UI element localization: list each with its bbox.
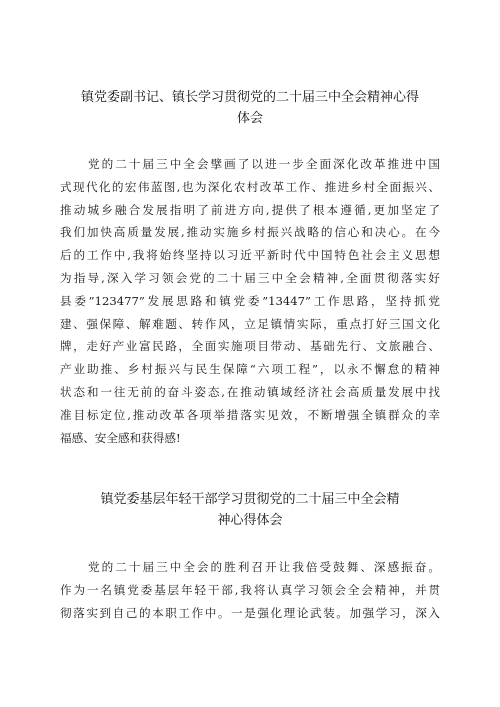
paragraph-line: 产业助推、乡村振兴与民生保障“六项工程”，以永不懈怠的精神 bbox=[60, 362, 440, 377]
paragraph-line: 党的二十届三中全会的胜利召开让我倍受鼓舞、深感振奋。 bbox=[88, 560, 440, 574]
paragraph-line: 我们加快高质量发展,推动实施乡村振兴战略的信心和决心。在今 bbox=[60, 225, 440, 240]
section-1-paragraph bbox=[60, 153, 440, 449]
title-line: 镇党委副书记、镇长学习贯彻党的二十届三中全会精神心得 bbox=[80, 90, 419, 105]
section-1-title bbox=[80, 87, 420, 129]
paragraph-line: 作为一名镇党委基层年轻干部,我将认真学习领会全会精神，并贯 bbox=[60, 582, 440, 597]
paragraph-line: 推动城乡融合发展指明了前进方向,提供了根本遵循,更加坚定了 bbox=[60, 202, 440, 217]
title-line: 镇党委基层年轻干部学习贯彻党的二十届三中全会精 bbox=[100, 492, 400, 507]
section-2-paragraph bbox=[60, 556, 440, 624]
paragraph-line: 牌，走好产业富民路，全面实施项目带动、基础先行、文旅融合、 bbox=[60, 339, 440, 354]
paragraph-line: 准目标定位,推动改革各项举措落实见效，不断增强全镇群众的幸 bbox=[60, 407, 440, 422]
paragraph-line: 式现代化的宏伟蓝图,也为深化农村改革工作、推进乡村全面振兴、 bbox=[60, 179, 440, 194]
paragraph-line: 后的工作中,我将始终坚持以习近平新时代中国特色社会主义思想 bbox=[60, 248, 440, 263]
title-line: 体会 bbox=[236, 111, 263, 126]
paragraph-line: 建、强保障、解难题、转作风，立足镇情实际，重点打好三国文化 bbox=[60, 316, 440, 331]
title-line: 神心得体会 bbox=[217, 513, 283, 528]
paragraph-line: 福感、安全感和获得感! bbox=[60, 430, 181, 445]
paragraph-line: 县委”123477”发展思路和镇党委”13447”工作思路，坚持抓党 bbox=[60, 293, 440, 308]
paragraph-line: 状态和一往无前的奋斗姿态,在推动镇域经济社会高质量发展中找 bbox=[60, 384, 440, 399]
paragraph-line: 为指导,深入学习领会党的二十届三中全会精神,全面贯彻落实好 bbox=[60, 270, 440, 285]
paragraph-line: 彻落实到自己的本职工作中。一是强化理论武装。加强学习，深入 bbox=[60, 605, 440, 620]
paragraph-line: 党的二十届三中全会擘画了以进一步全面深化改革推进中国 bbox=[88, 157, 440, 171]
section-2-title bbox=[80, 489, 420, 531]
